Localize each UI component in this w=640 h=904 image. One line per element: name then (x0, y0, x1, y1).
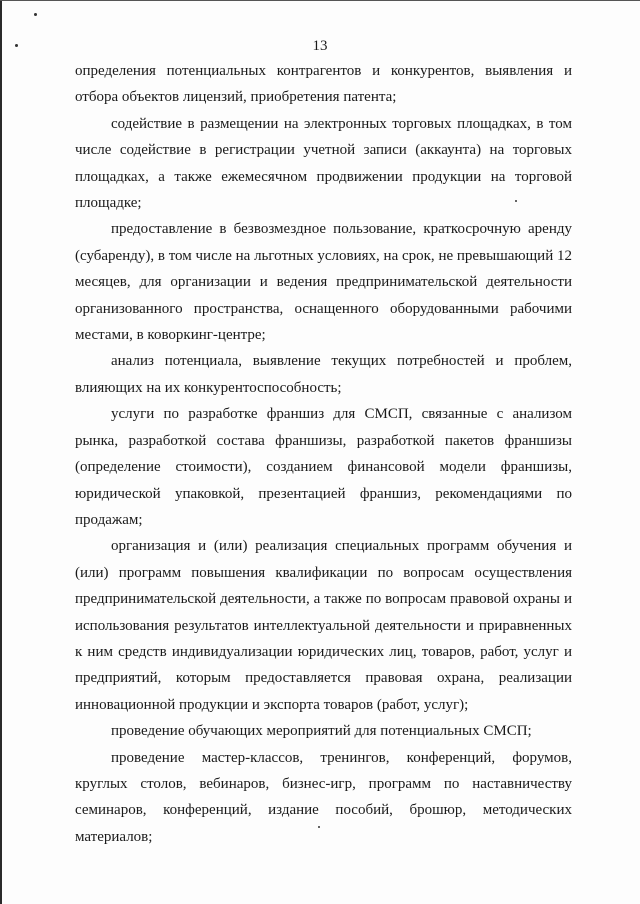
paragraph-training-programs: организация и (или) реализация специальных программ обучения и (или) программ повышения квалификации по вопросам осуществления предпринимательской деятельности, а также по вопросам правовой охраны и использования результатов интеллектуальной деятельности и приравненных к ним средств индивидуализации юридических лиц, товаров, работ, услуг и предприятий, которым предоставляется правовая охрана, реализации инновационной продукции и экспорта товаров (работ, услуг); (75, 538, 572, 713)
scan-speck (34, 13, 37, 16)
paragraph-franchise-services: услуги по разработке франшиз для СМСП, связанные с анализом рынка, разработкой состава франшизы, разработкой пакетов франшизы (определение стоимости), созданием финансовой модели франшизы, юридической упаковкой, презентацией франшиз, рекомендациями по продажам; (75, 406, 572, 528)
paragraph-training-events: проведение обучающих мероприятий для потенциальных СМСП; (111, 723, 532, 740)
paragraph-potential-analysis: анализ потенциала, выявление текущих потребностей и проблем, влияющих на их конкурентоспособность; (75, 353, 572, 396)
scan-edge-top (0, 0, 640, 1)
scan-edge-left (0, 0, 2, 904)
document-body (75, 58, 572, 850)
paragraph-marketplace-assistance: содействие в размещении на электронных торговых площадках, в том числе содействие в регистрации учетной записи (аккаунта) на торговых площадках, а также ежемесячном продвижении продукции на торговой площадке; (75, 115, 572, 212)
paragraph-coworking-space: предоставление в безвозмездное пользование, краткосрочную аренду (субаренду), в том числе на льготных условиях, на срок, не превышающий 12 месяцев, для организации и ведения предпринимательской деятельности организованного пространства, оснащенного оборудованными рабочими местами, в коворкинг-центре; (75, 221, 572, 344)
page-number: 13 (312, 38, 328, 54)
paragraph-continuation: определения потенциальных контрагентов и конкурентов, выявления и отбора объектов лицензий, приобретения патента; (75, 63, 572, 106)
paragraph-master-classes: проведение мастер-классов, тренингов, конференций, форумов, круглых столов, вебинаров, бизнес-игр, программ по наставничеству семинаров, конференций, издание пособий, брошюр, методических материалов; (75, 749, 572, 845)
